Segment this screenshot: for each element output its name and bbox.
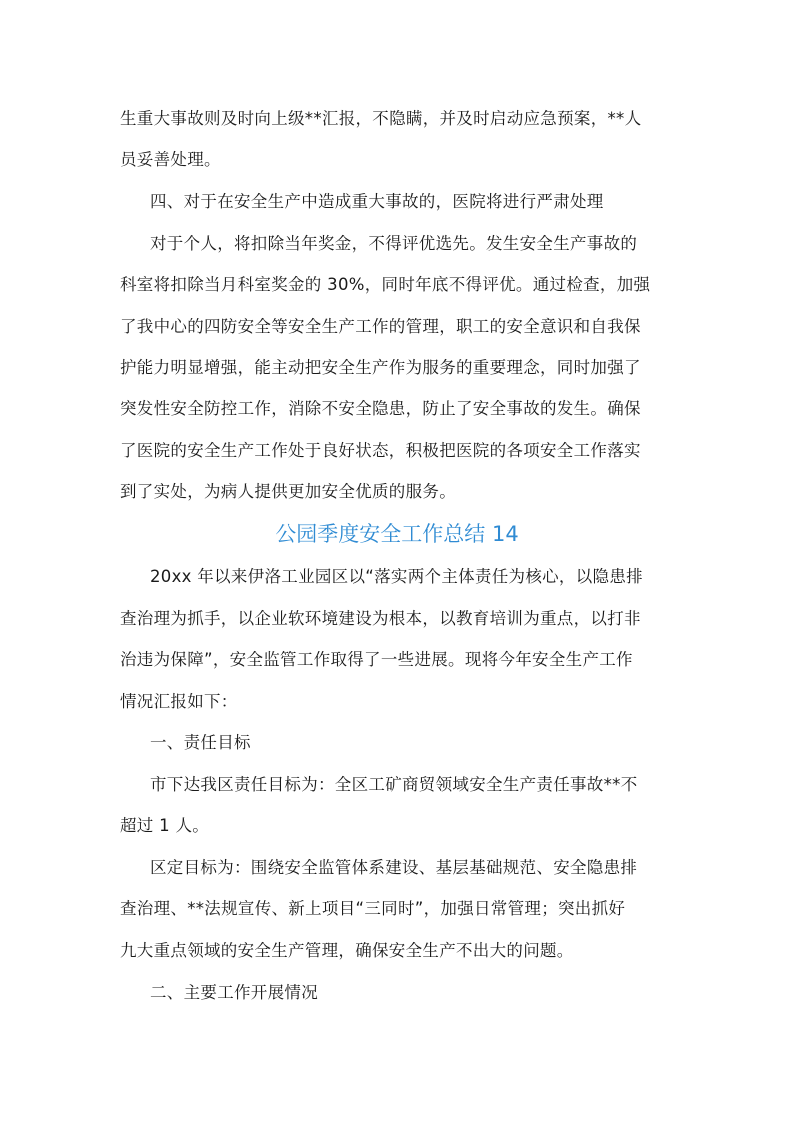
paragraph-line: 查治理、**法规宣传、新上项目“三同时”，加强日常管理；突出抓好 xyxy=(120,899,626,918)
paragraph-line: 20xx 年以来伊洛工业园区以“落实两个主体责任为核心，以隐患排 xyxy=(150,567,643,586)
paragraph-line: 到了实处，为病人提供更加安全优质的服务。 xyxy=(120,482,456,501)
paragraph-line: 查治理为抓手，以企业软环境建设为根本，以教育培训为重点，以打非 xyxy=(120,609,641,628)
paragraph-line: 突发性安全防控工作，消除不安全隐患，防止了安全事故的发生。确保 xyxy=(120,399,641,418)
section-heading-1: 一、责任目标 xyxy=(150,733,251,752)
paragraph-line: 区定目标为：围绕安全监管体系建设、基层基础规范、安全隐患排 xyxy=(150,858,638,877)
paragraph-line: 超过 1 人。 xyxy=(120,816,210,835)
paragraph-line: 生重大事故则及时向上级**汇报，不隐瞒，并及时启动应急预案，**人 xyxy=(120,109,642,128)
paragraph-line: 对于个人，将扣除当年奖金，不得评优选先。发生安全生产事故的 xyxy=(150,234,638,253)
paragraph-line: 九大重点领域的安全生产管理，确保安全生产不出大的问题。 xyxy=(120,941,574,960)
paragraph-line: 护能力明显增强，能主动把安全生产作为服务的重要理念，同时加强了 xyxy=(120,358,641,377)
section-title: 公园季度安全工作总结 14 xyxy=(275,522,519,546)
section-heading-4: 四、对于在安全生产中造成重大事故的，医院将进行严肃处理 xyxy=(150,192,604,211)
paragraph-line: 了我中心的四防安全等安全生产工作的管理，职工的安全意识和自我保 xyxy=(120,317,641,336)
paragraph-line: 科室将扣除当月科室奖金的 30%，同时年底不得评优。通过检查，加强 xyxy=(120,275,651,294)
section-heading-2: 二、主要工作开展情况 xyxy=(150,983,318,1002)
paragraph-line: 治违为保障”，安全监管工作取得了一些进展。现将今年安全生产工作 xyxy=(120,650,633,669)
paragraph-line: 员妥善处理。 xyxy=(120,150,221,169)
paragraph-line: 情况汇报如下： xyxy=(120,692,238,711)
paragraph-line: 了医院的安全生产工作处于良好状态，积极把医院的各项安全工作落实 xyxy=(120,441,641,460)
paragraph-line: 市下达我区责任目标为：全区工矿商贸领域安全生产责任事故**不 xyxy=(150,775,638,794)
